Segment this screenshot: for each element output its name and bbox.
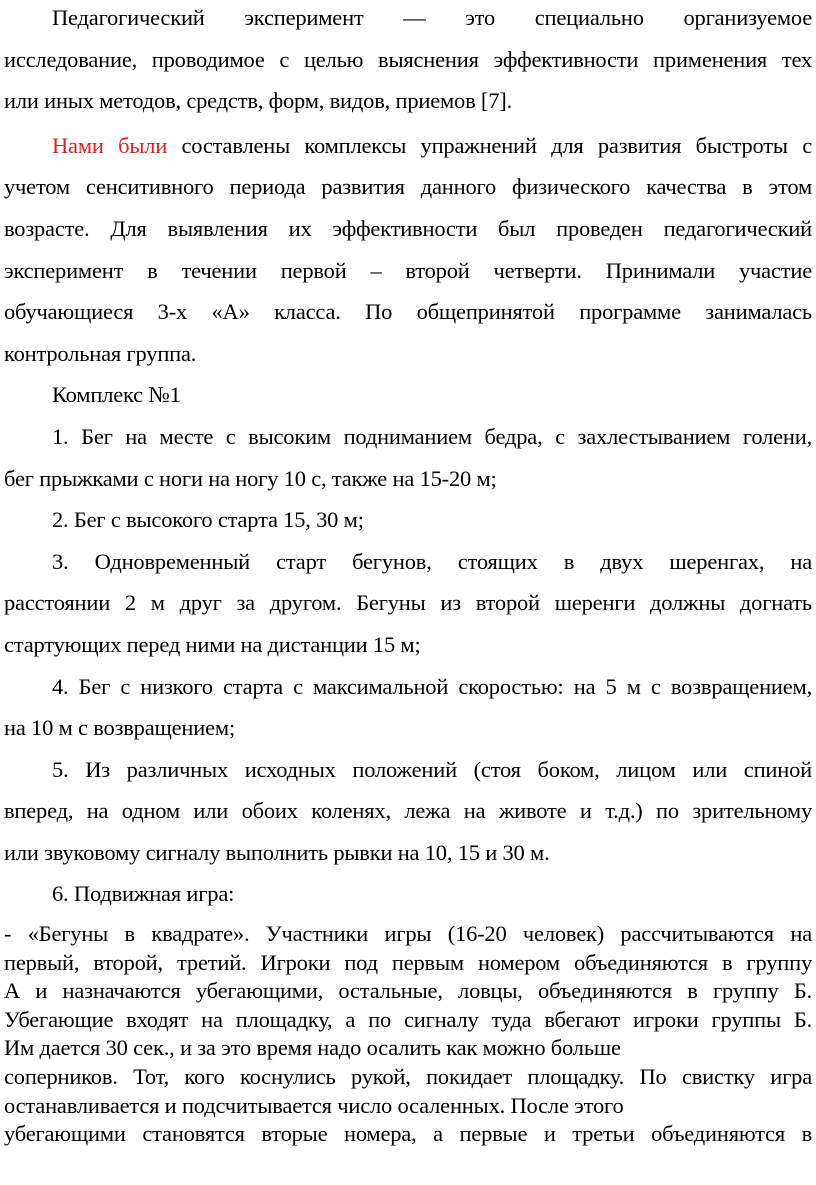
text-line: Комплекс №1 [52, 382, 181, 408]
text-line: или иных методов, средств, форм, видов, приемов [7]. [4, 88, 512, 114]
list-item-4 [4, 666, 812, 749]
paragraph-game-description [4, 920, 812, 1149]
highlighted-text: Нами были [52, 132, 168, 158]
list-item-3 [4, 541, 812, 666]
text-line: Убегающие входят на площадку, а по сигналу туда вбегают игроки группы Б. [4, 1006, 812, 1032]
text-line: Им дается 30 сек., и за это время надо осалить как можно больше [4, 1035, 621, 1061]
text-line [4, 125, 812, 167]
text-line: убегающими становятся вторые номера, а первые и третьи объединяются в [4, 1121, 812, 1147]
text-line: А и назначаются убегающими, остальные, ловцы, объединяются в группу Б. [4, 978, 812, 1004]
text-line: соперников. Тот, кого коснулись рукой, покидает площадку. По свистку игра [4, 1064, 812, 1090]
text-line: - «Бегуны в квадрате». Участники игры (16-20 человек) рассчитываются на [4, 921, 812, 947]
text-line: контрольная группа. [4, 340, 197, 366]
list-item-2 [4, 499, 812, 541]
text-line: обучающиеся 3-х «А» класса. По общепринятой программе занималась [4, 299, 812, 325]
text-line: учетом сенситивного периода развития данного физического качества в этом [4, 174, 812, 200]
text-span: составлены комплексы упражнений для развития быстроты с [167, 132, 812, 158]
text-line: 3. Одновременный старт бегунов, стоящих в двух шеренгах, на [52, 548, 812, 574]
text-line: 5. Из различных исходных положений (стоя боком, лицом или спиной [52, 756, 812, 782]
text-line: исследование, проводимое с целью выяснения эффективности применения тех [4, 46, 812, 72]
text-line: или звуковому сигналу выполнить рывки на 10, 15 и 30 м. [4, 839, 550, 865]
text-line: 4. Бег с низкого старта с максимальной скоростью: на 5 м с возвращением, [52, 673, 812, 699]
text-line: стартующих перед ними на дистанции 15 м; [4, 631, 421, 657]
list-item-6 [4, 873, 812, 915]
text-line: Педагогический эксперимент — это специально организуемое [52, 5, 812, 30]
text-line: 6. Подвижная игра: [52, 881, 235, 907]
paragraph-method [4, 125, 812, 375]
document-page [4, 0, 812, 1149]
text-line: останавливается и подсчитывается число осаленных. После этого [4, 1092, 624, 1118]
text-line: бег прыжками с ноги на ногу 10 с, также на 15-20 м; [4, 465, 497, 491]
text-line: вперед, на одном или обоих коленях, лежа на животе и т.д.) по зрительному [4, 798, 812, 824]
text-line: 1. Бег на месте с высоким подниманием бедра, с захлестыванием голени, [52, 423, 812, 449]
list-item-1 [4, 416, 812, 499]
text-line: 2. Бег с высокого старта 15, 30 м; [52, 507, 364, 533]
text-line: на 10 м с возвращением; [4, 715, 235, 741]
text-line: расстоянии 2 м друг за другом. Бегуны из второй шеренги должны догнать [4, 590, 812, 616]
list-item-5 [4, 749, 812, 874]
paragraph-definition [4, 0, 812, 122]
text-line: первый, второй, третий. Игроки под первым номером объединяются в группу [4, 949, 812, 975]
complex-heading [4, 374, 812, 416]
text-line: возрасте. Для выявления их эффективности был проведен педагогический [4, 215, 812, 241]
text-line: эксперимент в течении первой – второй четверти. Принимали участие [4, 257, 812, 283]
